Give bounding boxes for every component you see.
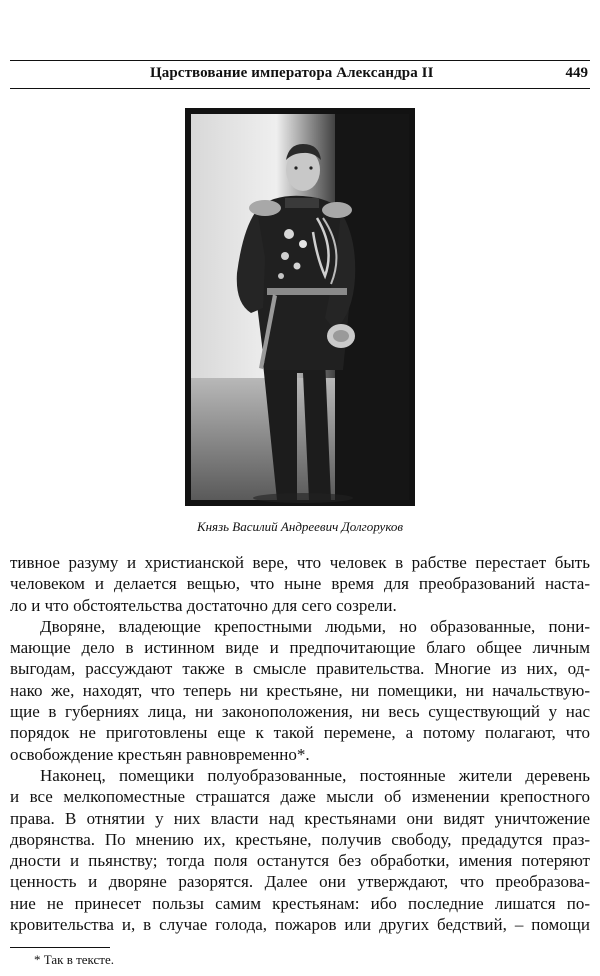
text-line: выгодам, рассуждают также в смысле правительства. Многие из них, од- [10, 659, 590, 679]
text-line: права. В отнятии у них власти над крестьянами они видят уничтожение [10, 808, 590, 828]
footnote-rule [10, 947, 110, 948]
text-line: и все мелкопоместные страшатся даже мысли об изменении крепостного [10, 787, 590, 807]
text-line: ние не принесет пользы самим крестьянам: ибо последние лишатся по- [10, 893, 590, 913]
text-line: щие в губерниях лица, ни законоположения, ни весь существующий у нас [10, 702, 590, 722]
body-text [10, 552, 590, 935]
text-line: мающие дело в истинном виде и предпочитающие благо общее личным [10, 638, 590, 658]
running-title: Царствование императора Александра II [150, 65, 434, 81]
text-line: дности и пьянству; тогда поля останутся без обработки, имения потеряют [10, 851, 590, 871]
header-rule-top [10, 60, 590, 61]
header-rule-bottom [10, 88, 590, 89]
page-number: 449 [565, 65, 588, 81]
text-line: дворянства. По мнению их, крестьяне, получив свободу, предадутся праз- [10, 829, 590, 849]
text-line: ло и что обстоятельства достаточно для сего созрели. [10, 595, 397, 615]
text-line: человеком и делается вещью, что ныне время для преобразований наста- [10, 574, 590, 594]
text-line: ценность и дворяне разорятся. Далее они утверждают, что преобразова- [10, 872, 590, 892]
text-line: Наконец, помещики полуобразованные, постоянные жители деревень [40, 765, 590, 785]
text-line: нако же, находят, что теперь ни крестьяне, ни помещики, ни начальствую- [10, 680, 590, 700]
text-line: Дворяне, владеющие крепостными людьми, но образованные, пони- [40, 616, 590, 636]
text-line: тивное разуму и христианской вере, что человек в рабстве перестает быть [10, 553, 590, 572]
figure-caption: Князь Василий Андреевич Долгоруков [196, 519, 404, 534]
text-line: освобождение крестьян равновременно*. [10, 744, 310, 764]
portrait-photograph-icon [185, 108, 415, 506]
text-line: порядок не приготовлены еще к такой перемене, а потому полагают, что [10, 723, 590, 743]
portrait-photo [185, 108, 415, 506]
text-line: кровительства и, в случае голода, пожаров или других бедствий, – помощи [10, 915, 590, 935]
footnote: * Так в тексте. [34, 952, 115, 967]
